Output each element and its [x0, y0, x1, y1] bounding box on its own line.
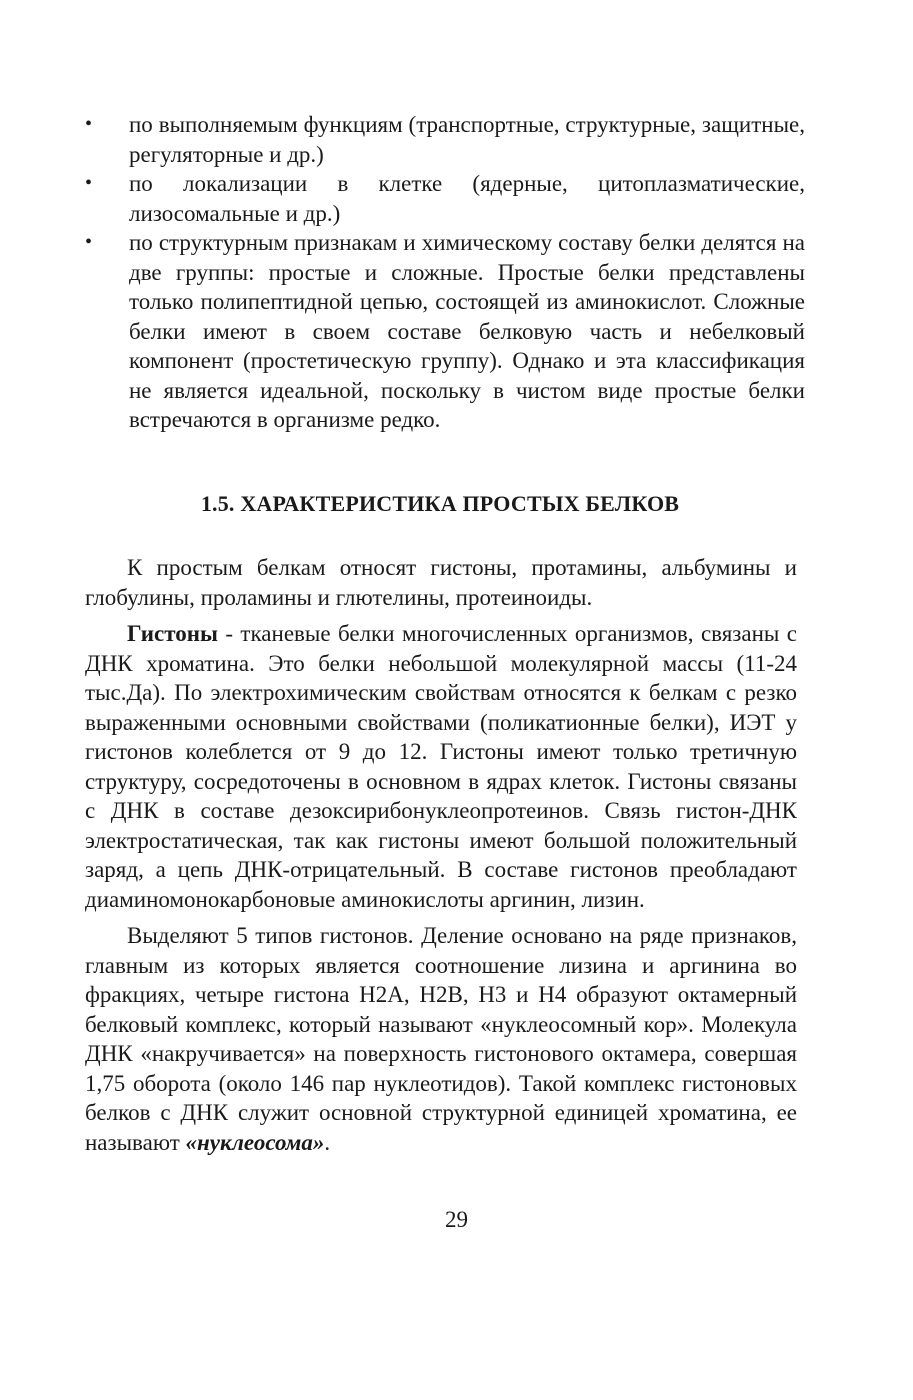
- histone-types-description: Выделяют 5 типов гистонов. Деление основано на ряде признаков, главным из которых является соотношение лизина и аргинина во фракциях, четыре гистона Н2А, Н2В, Н3 и Н4 образуют октамерный белковый комплекс, который называют «нуклеосомный кор». Молекула ДНК «накручивается» на поверхность гистонового октамера, совершая 1,75 оборота (около 146 пар нуклеотидов). Такой комплекс гистоновых белков с ДНК служит основной структурной единицей хроматина, ее называют: [85, 923, 797, 1155]
- nucleosome-term: «нуклеосома»: [185, 1129, 325, 1155]
- bullet-text: по выполняемым функциям (транспортные, структурные, защитные, регуляторные и др.): [129, 112, 805, 167]
- histones-description: - тканевые белки многочисленных организмов, связаны с ДНК хроматина. Это белки небольшой молекулярной массы (11-24 тыс.Да). По электрохимическим свойствам относятся к белкам с резко выраженными основными свойствами (поликатионные белки), ИЭТ у гистонов колеблется от 9 до 12. Гистоны имеют только третичную структуру, сосредоточены в основном в ядрах клеток. Гистоны связаны с ДНК в составе дезоксирибонуклеопротеинов. Связь гистон-ДНК электростатическая, так как гистоны имеют большой положительный заряд, а цепь ДНК-отрицательный. В составе гистонов преобладают диаминомонокарбоновые аминокислоты аргинин, лизин.: [85, 621, 797, 912]
- section-heading: 1.5. ХАРАКТЕРИСТИКА ПРОСТЫХ БЕЛКОВ: [200, 491, 680, 516]
- bullet-item-functions: [85, 110, 805, 169]
- histone-types-paragraph: [85, 921, 797, 1157]
- bullet-marker: •: [85, 172, 93, 194]
- paragraph-end: .: [324, 1129, 331, 1155]
- classification-bullet-list: [85, 110, 805, 435]
- bullet-text: по локализации в клетке (ядерные, цитоплазматические, лизосомальные и др.): [129, 171, 805, 226]
- histones-paragraph: [85, 619, 797, 914]
- bullet-text: по структурным признакам и химическому составу белки делятся на две группы: простые и сложные. Простые белки представлены только полипептидной цепью, состоящей из аминокислот. Сложные белки имеют в своем составе белковую часть и небелковый компонент (простетическую группу). Однако и эта классификация не является идеальной, поскольку в чистом виде простые белки встречаются в организме редко.: [129, 230, 805, 432]
- page-number: 29: [445, 1207, 468, 1232]
- section-body: [85, 553, 797, 1164]
- histones-term: Гистоны: [127, 621, 218, 646]
- bullet-item-localization: [85, 169, 805, 228]
- bullet-item-structure: [85, 228, 805, 435]
- bullet-marker: •: [85, 231, 93, 253]
- bullet-marker: •: [85, 113, 93, 135]
- intro-paragraph: К простым белкам относят гистоны, протамины, альбумины и глобулины, проламины и глютелины, протеиноиды.: [85, 555, 797, 610]
